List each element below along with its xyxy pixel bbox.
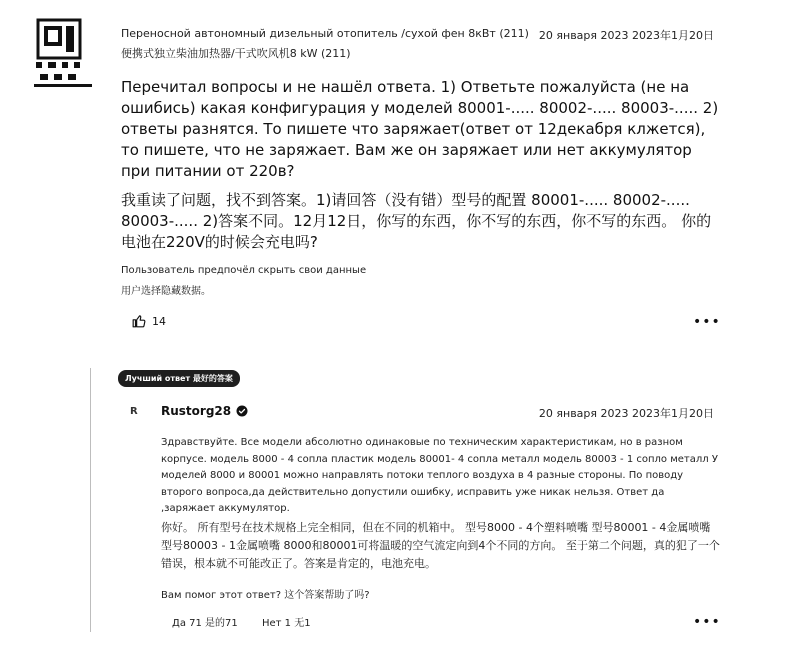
user-hidden-note: Пользователь предпочёл скрыть свои данные [121, 265, 367, 276]
user-hidden-note-translation: 用户选择隐藏数据。 [121, 286, 211, 297]
answer-text: Здравствуйте. Все модели абсолютно одинаковые по техническим характеристикам, но в разном корпусе. модель 8000 - 4 сопла пластик модель 80001- 4 сопла металл модель 80003 - 1 сопло металл У моделей 8000 и 80001 можно направлять потоки теплого воздуха в 4 разные стороны. По поводу второго вопроса,да действительно допустили ошибку, исправить уже никак нельзя. Ответ да ,заряжает аккумулятор. [161, 437, 718, 514]
answer-author-name: Rustorg28 [161, 404, 232, 418]
question-text: Перечитал вопросы и не нашёл ответа. 1) Ответьте пожалуйста (не на ошибись) какая конфигурация у моделей 80001-..... 80002-..... 80003-..... 2) ответы разнятся. То пишете что заряжает(ответ от 12декабря клжется), то пишете, что не заряжает. Вам же он заряжает или нет аккумулятор при питании от 220в? [121, 78, 719, 180]
answer-text-translation: 你好。 所有型号在技术规格上完全相同，但在不同的机箱中。 型号8000 - 4个塑料喷嘴 型号80001 - 4金属喷嘴 型号80003 - 1金属喷嘴 8000和80001可将温暖的空气流定向到4个不同的方向。 至于第二个问题，真的犯了一个错误，根本就不可能改正了。答案是肯定的，电池充电。 [161, 521, 720, 570]
product-thumbnail[interactable] [30, 14, 100, 94]
more-dots-icon[interactable]: ••• [693, 614, 721, 630]
best-answer-badge: Лучший ответ 最好的答案 [118, 370, 240, 387]
product-title[interactable]: Переносной автономный дизельный отопитель /сухой фен 8кВт (211) [121, 27, 529, 40]
helpful-question: Вам помог этот ответ? 这个答案帮助了吗? [161, 590, 370, 601]
answer-date: 20 января 2023 2023年1月20日 [538, 407, 714, 420]
answer-thread-line [90, 368, 91, 632]
more-dots-icon[interactable]: ••• [693, 314, 721, 330]
answer-author[interactable] [161, 404, 248, 418]
question-text-translation: 我重读了问题，找不到答案。1)请回答（没有错）型号的配置 80001-..... 80002-..... 80003-..... 2)答案不同。12月12日，你写的东西，你不写的东西，你不写的东西。 你的电池在220V的时候会充电吗? [121, 191, 712, 251]
question-date: 20 января 2023 2023年1月20日 [538, 29, 714, 42]
verified-check-icon [236, 405, 248, 417]
product-image [30, 14, 100, 94]
avatar: R [130, 406, 138, 417]
like-button[interactable] [132, 314, 166, 328]
vote-yes-button[interactable]: Да 71 是的71 [172, 618, 238, 629]
vote-no-button[interactable]: Нет 1 无1 [262, 618, 311, 629]
thumbs-up-icon [132, 314, 146, 328]
product-title-translation: 便携式独立柴油加热器/干式吹风机8 kW (211) [121, 47, 351, 60]
like-count: 14 [152, 314, 166, 328]
